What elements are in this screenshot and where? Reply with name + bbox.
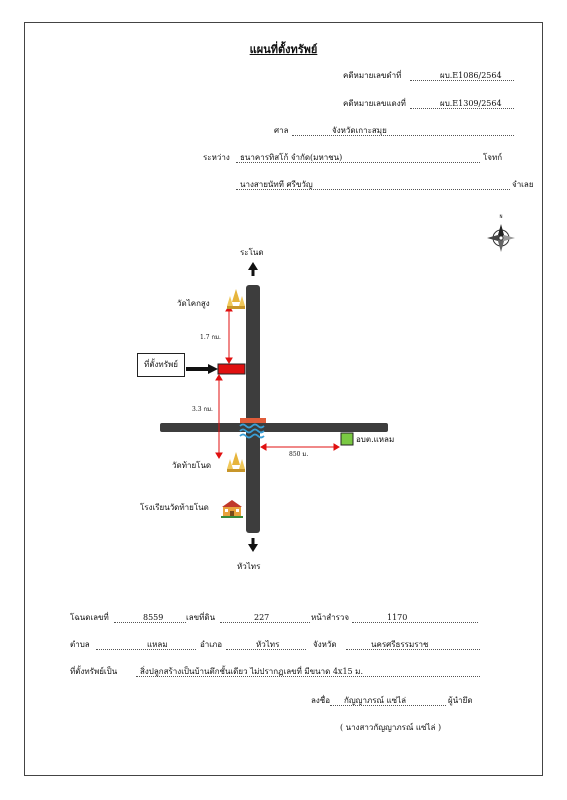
province-value: นครศรีธรรมราช bbox=[371, 640, 429, 649]
compass-icon bbox=[487, 224, 515, 252]
main-road-horizontal bbox=[160, 423, 388, 432]
property-desc-value: สิ่งปลูกสร้างเป็นบ้านตึกชั้นเดียว ไม่ปรากฏเลขที่ มีขนาด 4x15 ม. bbox=[140, 667, 363, 676]
plaintiff-name: ธนาคารทิสโก้ จำกัด(มหาชน) bbox=[240, 153, 343, 162]
property-marker bbox=[218, 364, 245, 374]
black-case-label: คดีหมายเลขดำที่ bbox=[343, 71, 402, 80]
temple-south-label: วัดท้ายโนด bbox=[172, 461, 212, 470]
red-case-label: คดีหมายเลขแดงที่ bbox=[343, 99, 406, 108]
distance-office-label: 850 ม. bbox=[289, 451, 309, 458]
south-arrow-icon bbox=[248, 538, 258, 552]
page-title: แผนที่ตั้งทรัพย์ bbox=[249, 43, 318, 56]
distance-temple-north-label: 1.7 กม. bbox=[200, 334, 221, 341]
school-label: โรงเรียนวัดท้ายโนด bbox=[140, 503, 209, 512]
office-label: อบต.แหลม bbox=[356, 435, 395, 444]
tambon-value: แหลม bbox=[147, 640, 168, 649]
north-arrow-icon bbox=[248, 262, 258, 276]
svg-text:N: N bbox=[499, 214, 503, 219]
land-no-label: เลขที่ดิน bbox=[186, 613, 216, 622]
distance-arrow-temple-south bbox=[216, 375, 222, 458]
deed-value: 8559 bbox=[143, 613, 164, 622]
signer-role: ผู้นำยึด bbox=[448, 696, 473, 705]
office-marker bbox=[341, 433, 353, 445]
black-case-value: ผบ.E1086/2564 bbox=[440, 71, 502, 80]
distance-temple-south-label: 3.3 กม. bbox=[192, 406, 213, 413]
defendant-name: นางสายนัทที ศรีขวัญ bbox=[240, 180, 313, 189]
signer-fullname: ( นางสาวกัญญาภรณ์ แซ่ไล่ ) bbox=[340, 723, 442, 732]
signer-name: กัญญาภรณ์ แซ่ไล่ bbox=[344, 696, 407, 705]
property-label-box: ที่ตั้งทรัพย์ bbox=[137, 353, 185, 377]
distance-arrow-temple-north bbox=[226, 306, 232, 363]
red-case-value: ผบ.E1309/2564 bbox=[440, 99, 502, 108]
court-value: จังหวัดเกาะสมุย bbox=[332, 126, 387, 135]
tambon-label: ตำบล bbox=[70, 640, 90, 649]
survey-label: หน้าสำรวจ bbox=[311, 613, 350, 622]
plaintiff-role: โจทก์ bbox=[483, 153, 503, 162]
amphoe-label: อำเภอ bbox=[200, 640, 223, 649]
temple-north-label: วัดไคกสูง bbox=[177, 299, 210, 308]
deed-label: โฉนดเลขที่ bbox=[70, 613, 109, 622]
temple-north-icon bbox=[227, 289, 245, 309]
amphoe-value: หัวไทร bbox=[256, 640, 280, 649]
north-destination-label: ระโนด bbox=[240, 248, 264, 257]
main-road-vertical bbox=[246, 285, 260, 533]
sign-label: ลงชื่อ bbox=[311, 696, 331, 705]
defendant-role: จำเลย bbox=[512, 180, 534, 189]
court-label: ศาล bbox=[274, 126, 289, 135]
between-label: ระหว่าง bbox=[203, 153, 230, 162]
province-label: จังหวัด bbox=[313, 640, 337, 649]
survey-value: 1170 bbox=[387, 613, 408, 622]
school-icon bbox=[221, 500, 243, 518]
land-no-value: 227 bbox=[254, 613, 270, 622]
dotted-line bbox=[96, 649, 196, 650]
property-desc-label: ที่ตั้งทรัพย์เป็น bbox=[70, 667, 118, 676]
south-destination-label: หัวไทร bbox=[237, 562, 261, 571]
property-pointer-arrow bbox=[186, 364, 218, 374]
dotted-line bbox=[352, 622, 478, 623]
temple-south-icon bbox=[227, 452, 245, 472]
